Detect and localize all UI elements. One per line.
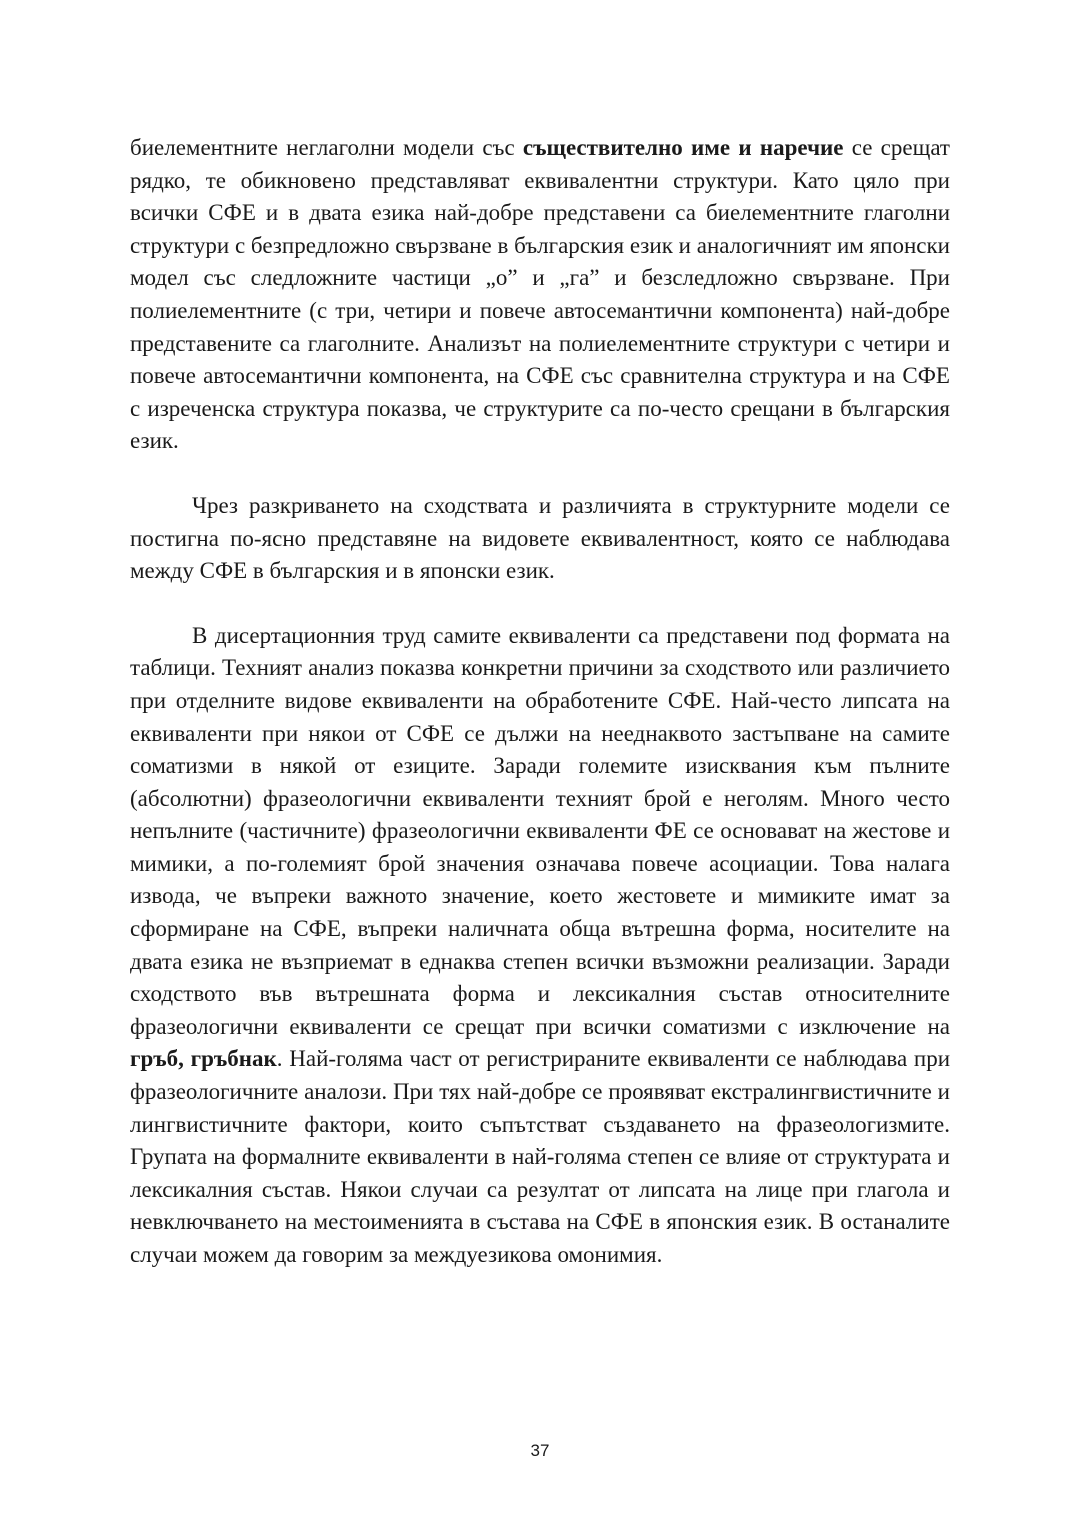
paragraph-3	[130, 620, 950, 1272]
text-run: Чрез разкриването на сходствата и различията в структурните модели се постигна по-ясно представяне на видовете еквивалентност, която се наблюдава между СФЕ в българския и в японски език.	[130, 492, 950, 584]
body-text	[130, 132, 950, 1272]
text-run: . Най-голяма част от регистрираните еквиваленти се наблюдава при фразеологичните аналози. При тях най-добре се проявяват екстралингвистичните и лингвистичните фактори, които съпътстват създаването на фразеологизмите. Групата на формалните еквиваленти в най-голяма степен се влияе от структурата и лексикалния състав. Някои случаи са резултат от липсата на лице при глагола и невключването на местоименията в състава на СФЕ в японския език. В останалите случаи можем да говорим за междуезикова омонимия.	[130, 1046, 951, 1267]
paragraph-spacer	[130, 458, 950, 490]
paragraph-1	[130, 132, 950, 458]
bold-term: съществително име и наречие	[522, 135, 844, 160]
text-run: се срещат рядко, те обикновено представляват еквивалентни структури. Като цяло при всички СФЕ и в двата езика най-добре представени са биелементните глаголни структури с безпредложно свързване в българския език и аналогичният им японски модел със следложните частици „о” и „га” и безследложно свързване. При полиелементните (с три, четири и повече автосемантични компонента) най-добре представените са глаголните. Анализът на полиелементните структури с четири и повече автосемантични компонента, на СФЕ със сравнителна структура и на СФЕ с изреченска структура показва, че структурите са по-често срещани в българския език.	[130, 135, 950, 454]
text-run: В дисертационния труд самите еквиваленти са представени под формата на таблици. Техният анализ показва конкретни причини за сходството или различието при отделните видове еквиваленти на обработените СФЕ. Най-често липсата на еквиваленти при някои от СФЕ се дължи на нееднаквото застъпване на самите соматизми в някой от езиците. Заради големите изисквания към пълните (абсолютни) фразеологични еквиваленти техният брой е неголям. Много често непълните (частичните) фразеологични еквиваленти ФЕ се основават на жестове и мимики, а по-големият брой значения означава повече асоциации. Това налага извода, че въпреки важното значение, което жестовете и мимиките имат за сформиране на СФЕ, въпреки наличната обща вътрешна форма, носителите на двата езика не възприемат в еднаква степен всички възможни реализации. Заради сходството във вътрешната форма и лексикалния състав относителните фразеологични еквиваленти се срещат при всички соматизми с изключение на	[130, 622, 950, 1039]
text-run: биелементните неглаголни модели със	[130, 135, 523, 160]
paragraph-2	[130, 490, 950, 588]
bold-term: гръб, гръбнак	[130, 1046, 277, 1072]
paragraph-spacer	[130, 588, 950, 620]
page-number: 37	[530, 1441, 550, 1460]
